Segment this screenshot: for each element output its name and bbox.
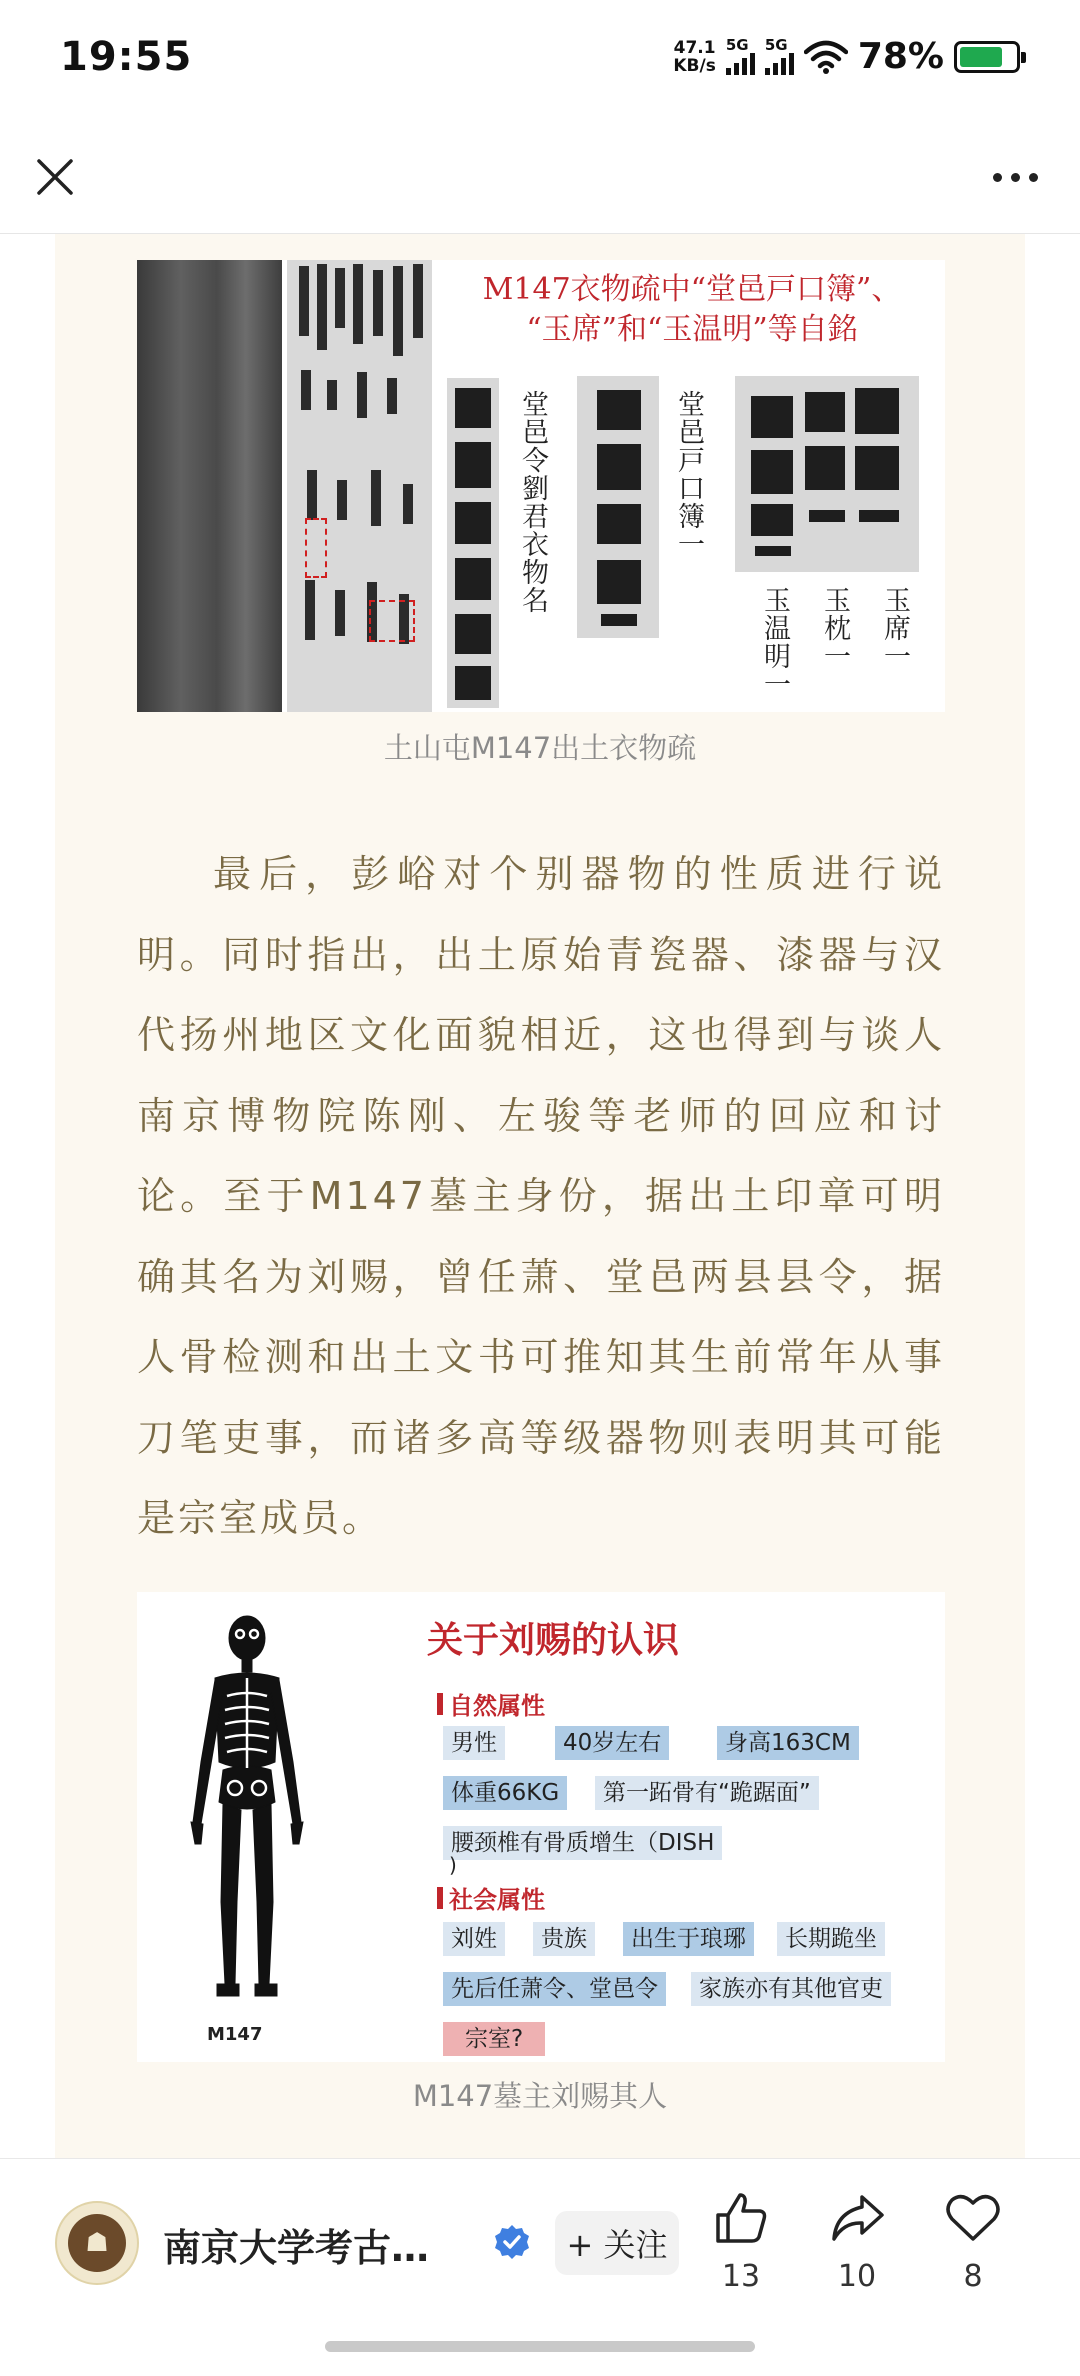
inscription-label-1: 堂邑令劉君衣物名 [517, 390, 548, 614]
heart-icon [944, 2189, 1002, 2247]
tag-family-officials: 家族亦有其他官吏 [691, 1972, 891, 2006]
skeleton-image [187, 1612, 307, 2012]
tag-gender: 男性 [443, 1726, 505, 1760]
status-time: 19:55 [60, 34, 193, 80]
inscription-label-5: 玉温明一 [759, 586, 790, 698]
social-attributes-heading: 社会属性 [437, 1880, 545, 1915]
natural-attributes-heading: 自然属性 [437, 1686, 545, 1721]
tag-noble: 贵族 [533, 1922, 595, 1956]
share-button[interactable]: 10 [812, 2189, 902, 2294]
university-logo-icon: ☗ [68, 2214, 126, 2272]
tag-birthplace: 出生于琅琊 [623, 1922, 754, 1956]
tag-dish-paren: ) [449, 1853, 457, 1877]
skeleton-label: M147 [207, 2024, 263, 2045]
battery-level [960, 47, 1002, 67]
verified-badge-icon [493, 2223, 531, 2261]
tag-dish: 腰颈椎有骨质增生（DISH [443, 1826, 722, 1860]
battery-percent: 78% [857, 36, 944, 77]
tag-age: 40岁左右 [555, 1726, 669, 1760]
tag-height: 身高163CM [717, 1726, 859, 1760]
inscription-label-2: 堂邑戸口簿一 [673, 390, 704, 558]
figure2-title: 关于刘赐的认识 [427, 1620, 680, 1661]
signal-icon: 5G [765, 38, 794, 75]
figure1-caption: 土山屯M147出土衣物疏 [383, 731, 697, 765]
inscription-crop-1 [447, 378, 499, 708]
status-bar [0, 0, 1080, 120]
tag-metatarsal: 第一跖骨有“跪踞面” [595, 1776, 819, 1810]
figure1-title: M147衣物疏中“堂邑戸口簿”、 “玉席”和“玉温明”等自銘 [482, 272, 902, 347]
tag-offices: 先后任萧令、堂邑令 [443, 1972, 666, 2006]
share-arrow-icon [828, 2189, 886, 2247]
tag-weight: 体重66KG [443, 1776, 567, 1810]
top-nav-bar [0, 120, 1080, 234]
more-options-button[interactable] [980, 152, 1050, 202]
home-indicator[interactable] [325, 2341, 755, 2352]
figure2-caption: M147墓主刘赐其人 [412, 2079, 668, 2113]
more-dots-icon [993, 173, 1002, 182]
article-paragraph: 最后，彭峪对个别器物的性质进行说明。同时指出，出土原始青瓷器、漆器与汉代扬州地区文化面貌相近，这也得到与谈人南京博物院陈刚、左骏等老师的回应和讨论。至于M147墓主身份，据出土印章可明确其名为刘赐，曾任萧、堂邑两县县令，据人骨检测和出土文书可推知其生前常年从事刀笔吏事，而诸多高等级器物则表明其可能是宗室成员。 [137, 852, 945, 1540]
thumbs-up-icon [712, 2189, 770, 2247]
article-content [55, 234, 1025, 2159]
figure-liu-ci-summary [137, 1592, 945, 2062]
account-avatar[interactable] [55, 2201, 139, 2285]
inscription-label-3: 玉席一 [879, 586, 910, 670]
follow-button[interactable]: + 关注 [555, 2211, 679, 2275]
like-button[interactable]: 13 [696, 2189, 786, 2294]
favorite-button[interactable]: 8 [928, 2189, 1018, 2294]
inscription-crop-3 [735, 376, 919, 572]
wooden-slip-photo [137, 260, 282, 712]
figure-inventory-slips [137, 260, 945, 712]
network-speed: 47.1 KB/s [673, 37, 716, 76]
signal-icon: 5G [726, 38, 755, 75]
wooden-slip-inscription [287, 260, 432, 712]
inscription-label-4: 玉枕一 [819, 586, 850, 670]
tag-surname: 刘姓 [443, 1922, 505, 1956]
close-icon [35, 157, 75, 197]
battery-icon [954, 41, 1020, 73]
account-name[interactable]: 南京大学考古… [163, 2226, 430, 2270]
tag-kneeling: 长期跪坐 [777, 1922, 885, 1956]
inscription-crop-2 [577, 376, 659, 638]
tag-royal: 宗室? [443, 2022, 545, 2056]
wifi-icon [804, 40, 848, 74]
status-icons [673, 36, 1020, 77]
close-button[interactable] [30, 152, 80, 202]
